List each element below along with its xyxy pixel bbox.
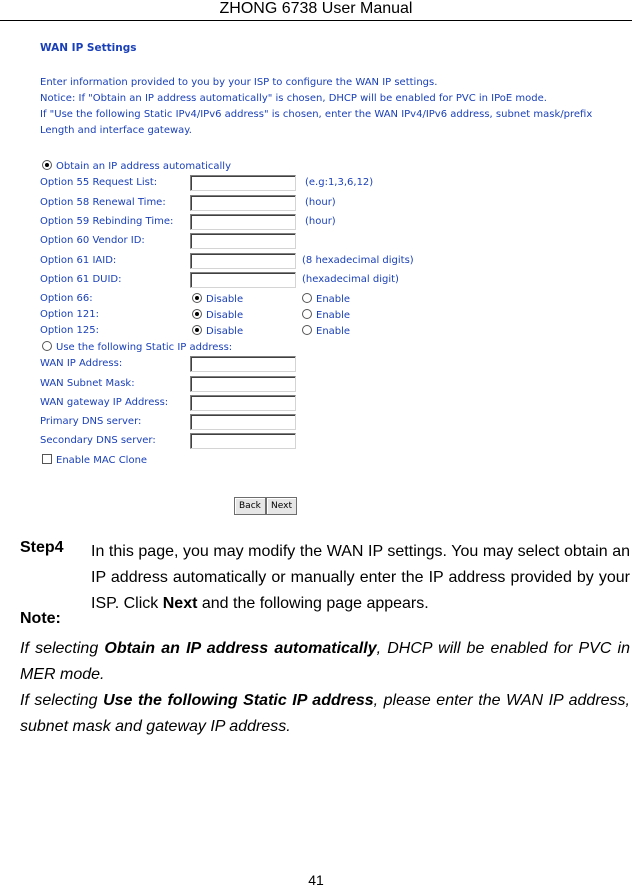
step-text-bold: Next <box>162 595 198 612</box>
step-label: Step4 <box>20 539 64 556</box>
radio-icon[interactable] <box>192 309 202 319</box>
note-text: , DHCP will be enabled for PVC in MER mode. <box>20 640 631 683</box>
step-text-part: In this page, you may modify the WAN IP settings. You may select obtain an IP address automatically or manually enter the IP address provided by your ISP. Click <box>91 543 630 612</box>
radio-icon[interactable] <box>192 325 202 335</box>
note-bold: Obtain an IP address automatically <box>104 640 377 657</box>
note-text: If selecting <box>20 640 105 657</box>
wan-gateway-input[interactable] <box>190 395 296 411</box>
option-label: Enable <box>316 310 351 321</box>
note-bold: Use the following Static IP address <box>103 692 374 709</box>
field-label: Secondary DNS server: <box>40 435 156 446</box>
option-59-input[interactable] <box>190 214 296 230</box>
note-label: Note: <box>20 610 61 627</box>
option-121-enable[interactable] <box>302 309 350 321</box>
option-125-enable[interactable] <box>302 325 350 337</box>
field-label: WAN IP Address: <box>40 358 123 369</box>
option-55-input[interactable] <box>190 175 296 191</box>
field-label: Option 121: <box>40 309 100 320</box>
page-header <box>0 0 632 21</box>
field-label: Option 59 Rebinding Time: <box>40 216 174 227</box>
option-label: Disable <box>206 310 244 321</box>
option-125-disable[interactable] <box>192 325 243 337</box>
step-text-part: and the following page appears. <box>197 595 429 612</box>
radio-icon[interactable] <box>302 325 312 335</box>
note-paragraph-auto <box>20 636 630 688</box>
field-label: Option 60 Vendor ID: <box>40 235 145 246</box>
field-label: Option 61 IAID: <box>40 255 117 266</box>
field-label: Option 58 Renewal Time: <box>40 197 166 208</box>
intro-line: Notice: If "Obtain an IP address automatically" is chosen, DHCP will be enabled for PVC in IPoE mode. <box>40 93 547 104</box>
field-hint: (hexadecimal digit) <box>302 274 399 285</box>
wan-settings-title: WAN IP Settings <box>40 42 137 54</box>
field-label: WAN Subnet Mask: <box>40 378 135 389</box>
field-label: WAN gateway IP Address: <box>40 397 169 408</box>
field-hint: (hour) <box>305 216 336 227</box>
primary-dns-input[interactable] <box>190 414 296 430</box>
mac-clone-checkbox[interactable] <box>42 454 52 464</box>
obtain-auto-radio[interactable] <box>42 160 52 170</box>
wan-settings-intro <box>40 75 592 139</box>
option-61-iaid-input[interactable] <box>190 253 296 269</box>
intro-line: Length and interface gateway. <box>40 125 192 136</box>
option-60-input[interactable] <box>190 233 296 249</box>
next-button[interactable]: Next <box>266 497 297 515</box>
radio-icon[interactable] <box>302 293 312 303</box>
wan-subnet-input[interactable] <box>190 376 296 392</box>
mac-clone-label: Enable MAC Clone <box>56 455 148 466</box>
intro-line: Enter information provided to you by your ISP to configure the WAN IP settings. <box>40 77 438 88</box>
intro-line: If "Use the following Static IPv4/IPv6 address" is chosen, enter the WAN IPv4/IPv6 address, subnet mask/prefix <box>40 109 593 120</box>
field-hint: (e.g:1,3,6,12) <box>305 177 374 188</box>
static-ip-radio[interactable] <box>42 341 52 351</box>
option-66-disable[interactable] <box>192 293 243 305</box>
field-label: Primary DNS server: <box>40 416 142 427</box>
option-label: Disable <box>206 326 244 337</box>
note-text: If selecting <box>20 692 104 709</box>
option-label: Disable <box>206 294 244 305</box>
step-text <box>91 539 630 617</box>
field-hint: (hour) <box>305 197 336 208</box>
back-button[interactable]: Back <box>234 497 266 515</box>
radio-icon[interactable] <box>302 309 312 319</box>
option-label: Enable <box>316 326 351 337</box>
note-text: , please enter the WAN IP address, subnet mask and gateway IP address. <box>20 692 630 735</box>
field-label: Option 55 Request List: <box>40 177 158 188</box>
obtain-auto-label: Obtain an IP address automatically <box>56 161 232 172</box>
field-label: Option 125: <box>40 325 100 336</box>
field-label: Option 66: <box>40 293 93 304</box>
field-hint: (8 hexadecimal digits) <box>302 255 414 266</box>
option-121-disable[interactable] <box>192 309 243 321</box>
option-label: Enable <box>316 294 351 305</box>
secondary-dns-input[interactable] <box>190 433 296 449</box>
option-58-input[interactable] <box>190 195 296 211</box>
wan-ip-input[interactable] <box>190 356 296 372</box>
radio-icon[interactable] <box>192 293 202 303</box>
option-66-enable[interactable] <box>302 293 350 305</box>
page-number: 41 <box>308 872 324 888</box>
note-paragraph-static <box>20 688 630 740</box>
static-ip-label: Use the following Static IP address: <box>56 342 233 353</box>
field-label: Option 61 DUID: <box>40 274 122 285</box>
option-61-duid-input[interactable] <box>190 272 296 288</box>
manual-title: ZHONG 6738 User Manual <box>219 0 413 17</box>
